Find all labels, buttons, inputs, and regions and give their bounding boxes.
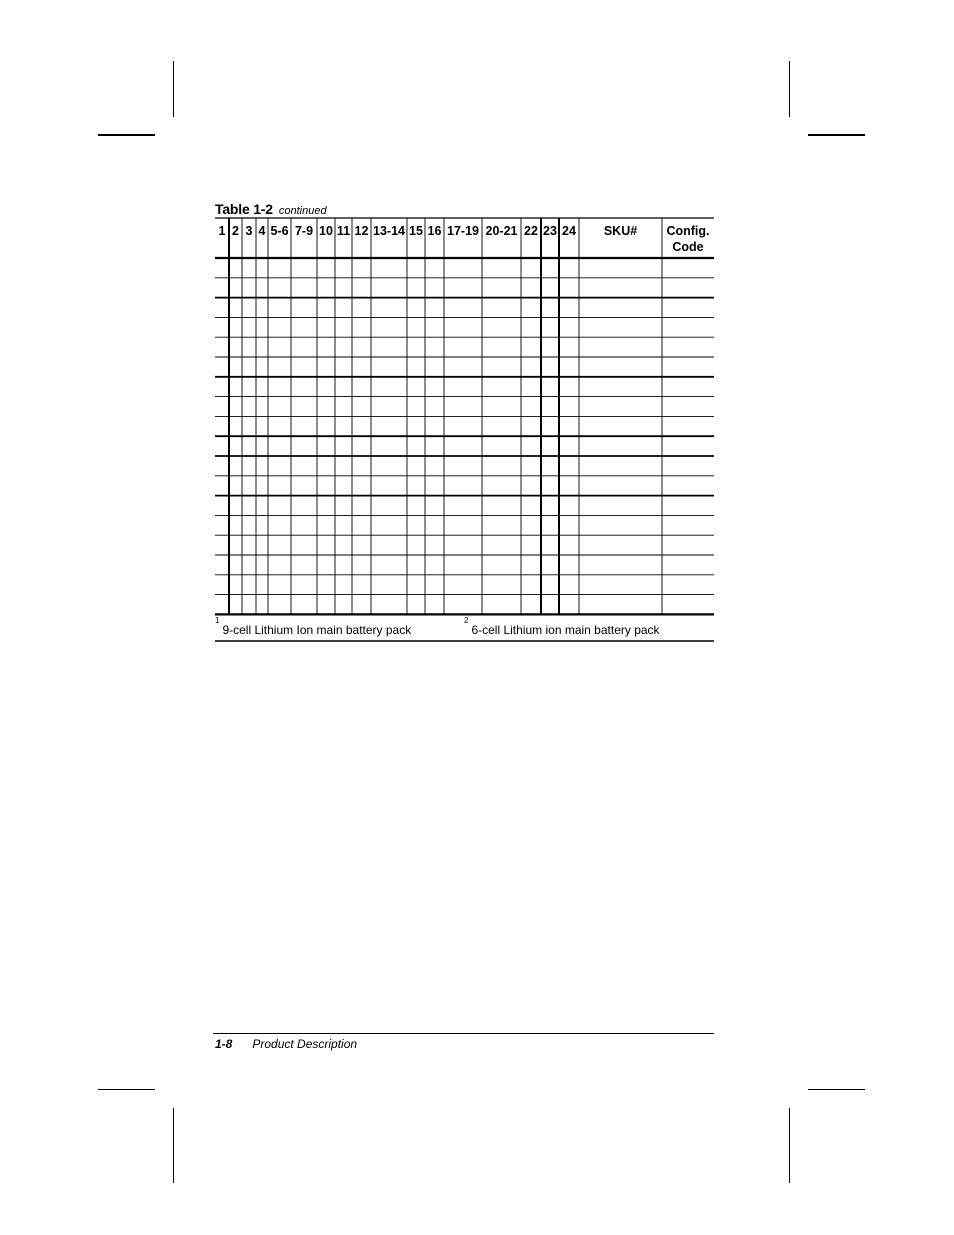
- column-header: 22: [524, 224, 538, 238]
- column-header: 24: [562, 224, 576, 238]
- footer-rule: [213, 1033, 714, 1034]
- page-number: 1-8: [215, 1037, 233, 1051]
- column-header: 5-6: [270, 224, 289, 238]
- footnote-1-text: 9-cell Lithium Ion main battery pack: [222, 623, 412, 637]
- column-header: 2: [232, 224, 239, 238]
- column-header: 1: [218, 224, 226, 238]
- column-header: 13-14: [373, 224, 405, 238]
- column-header: 4: [258, 224, 266, 238]
- column-header: 16: [427, 224, 442, 238]
- column-header: 10: [319, 224, 333, 238]
- table-continued-note: continued: [278, 205, 327, 217]
- column-header: Config. Code: [666, 224, 710, 254]
- column-header: 15: [409, 224, 423, 238]
- column-header: 3: [245, 224, 253, 238]
- section-title: Product Description: [252, 1037, 358, 1051]
- page-footer: [215, 1037, 357, 1051]
- footnote-2-marker: 2: [464, 616, 469, 625]
- column-header: 23: [543, 224, 557, 238]
- footnote-2: [464, 616, 660, 637]
- table-label: Table 1-2: [215, 201, 273, 217]
- column-header: 17-19: [447, 224, 479, 238]
- column-header: 12: [354, 224, 369, 238]
- column-header: 7-9: [294, 224, 314, 238]
- column-header: 11: [336, 224, 351, 238]
- footnote-2-text: 6-cell Lithium ion main battery pack: [471, 623, 660, 637]
- footnote-1: [215, 616, 412, 637]
- footnote-1-marker: 1: [215, 616, 220, 625]
- column-header: SKU#: [603, 224, 638, 238]
- column-header: 20-21: [485, 224, 518, 238]
